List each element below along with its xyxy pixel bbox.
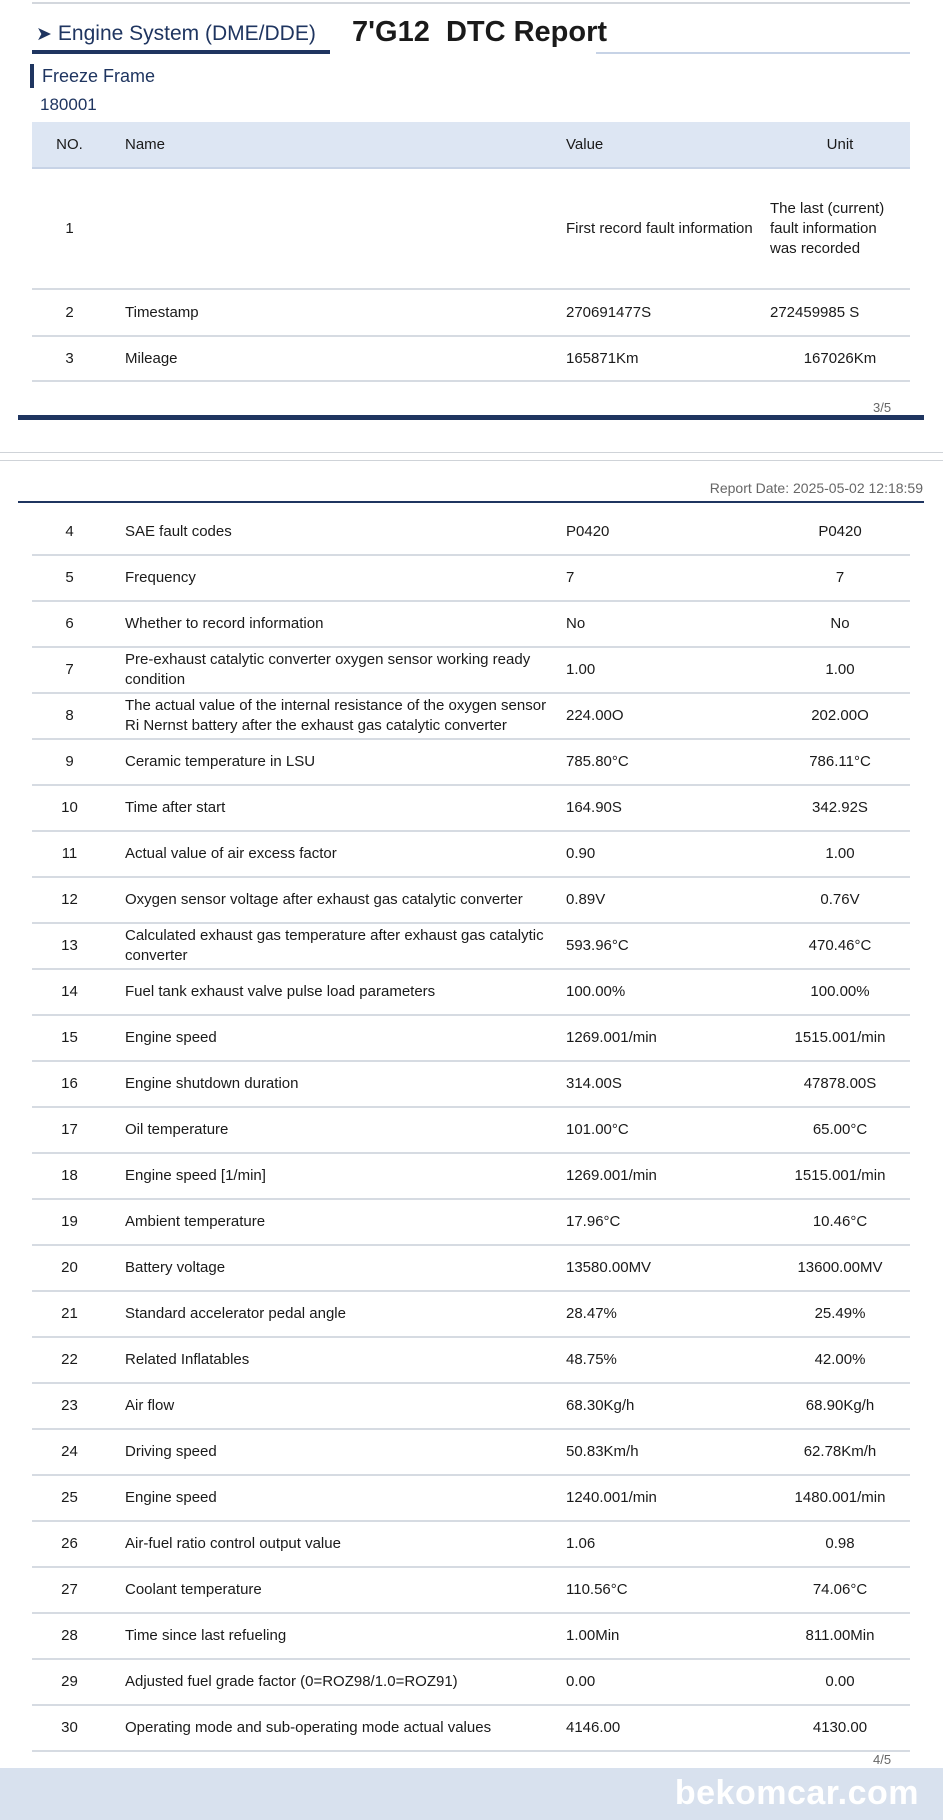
row-value: 1.00 [554, 647, 770, 693]
row-name: Battery voltage [107, 1245, 554, 1291]
page-bottom-bar [18, 415, 924, 420]
row-number: 13 [32, 923, 107, 969]
table-row [32, 509, 910, 555]
row-number: 25 [32, 1475, 107, 1521]
row-value: 101.00°C [554, 1107, 770, 1153]
row-value: 0.89V [554, 877, 770, 923]
page-number: 4/5 [873, 1752, 892, 1767]
row-number: 26 [32, 1521, 107, 1567]
row-name: Engine shutdown duration [107, 1061, 554, 1107]
row-unit: 1480.001/min [770, 1475, 910, 1521]
row-number: 12 [32, 877, 107, 923]
row-value: 50.83Km/h [554, 1429, 770, 1475]
row-unit: 62.78Km/h [770, 1429, 910, 1475]
table-row [32, 1705, 910, 1751]
row-name: Engine speed [107, 1475, 554, 1521]
section-tab [32, 14, 330, 54]
row-number: 1 [32, 168, 107, 289]
table-row [32, 785, 910, 831]
row-unit: 65.00°C [770, 1107, 910, 1153]
table-row [32, 739, 910, 785]
date-rule [18, 501, 924, 503]
freeze-frame-label: Freeze Frame [30, 64, 155, 88]
table-row [32, 1383, 910, 1429]
row-number: 28 [32, 1613, 107, 1659]
row-unit: 47878.00S [770, 1061, 910, 1107]
row-name: Engine speed [1/min] [107, 1153, 554, 1199]
row-number: 17 [32, 1107, 107, 1153]
row-value: 13580.00MV [554, 1245, 770, 1291]
table-row [32, 168, 910, 289]
row-number: 30 [32, 1705, 107, 1751]
row-unit: 7 [770, 555, 910, 601]
table-row [32, 1567, 910, 1613]
row-unit: 100.00% [770, 969, 910, 1015]
row-value: 100.00% [554, 969, 770, 1015]
row-value: 1240.001/min [554, 1475, 770, 1521]
table-row [32, 1337, 910, 1383]
row-name: Fuel tank exhaust valve pulse load parameters [107, 969, 554, 1015]
table-row [32, 1107, 910, 1153]
row-name: Operating mode and sub-operating mode actual values [107, 1705, 554, 1751]
table-row [32, 1291, 910, 1337]
row-unit: 1.00 [770, 831, 910, 877]
row-value: P0420 [554, 509, 770, 555]
row-name [107, 168, 554, 289]
row-number: 16 [32, 1061, 107, 1107]
row-name: Standard accelerator pedal angle [107, 1291, 554, 1337]
table-row [32, 336, 910, 381]
header-value: Value [554, 122, 770, 168]
row-unit: 811.00Min [770, 1613, 910, 1659]
row-value: 68.30Kg/h [554, 1383, 770, 1429]
row-number: 9 [32, 739, 107, 785]
row-number: 2 [32, 289, 107, 336]
row-value: 7 [554, 555, 770, 601]
row-unit: 202.00O [770, 693, 910, 739]
row-name: Calculated exhaust gas temperature after exhaust gas catalytic converter [107, 923, 554, 969]
row-number: 10 [32, 785, 107, 831]
row-name: Adjusted fuel grade factor (0=ROZ98/1.0=ROZ91) [107, 1659, 554, 1705]
row-number: 24 [32, 1429, 107, 1475]
row-name: Driving speed [107, 1429, 554, 1475]
row-name: Pre-exhaust catalytic converter oxygen sensor working ready condition [107, 647, 554, 693]
row-value: 17.96°C [554, 1199, 770, 1245]
row-unit: 0.98 [770, 1521, 910, 1567]
header-unit: Unit [770, 122, 910, 168]
row-name: Ceramic temperature in LSU [107, 739, 554, 785]
row-unit: The last (current) fault information was recorded [770, 168, 910, 289]
row-value: 0.00 [554, 1659, 770, 1705]
row-name: Frequency [107, 555, 554, 601]
table-row [32, 1199, 910, 1245]
row-number: 11 [32, 831, 107, 877]
title-underline [596, 52, 910, 54]
page-number: 3/5 [873, 400, 892, 415]
row-name: Oxygen sensor voltage after exhaust gas catalytic converter [107, 877, 554, 923]
header-no: NO. [32, 122, 107, 168]
row-name: Oil temperature [107, 1107, 554, 1153]
row-value: 314.00S [554, 1061, 770, 1107]
row-name: Actual value of air excess factor [107, 831, 554, 877]
row-value: 270691477S [554, 289, 770, 336]
table-row [32, 693, 910, 739]
row-number: 15 [32, 1015, 107, 1061]
report-title: 7'G12 DTC Report [352, 16, 608, 48]
arrow-right-icon: ➤ [36, 24, 52, 45]
freeze-frame-table [32, 122, 910, 382]
row-number: 21 [32, 1291, 107, 1337]
row-value: 224.00O [554, 693, 770, 739]
row-name: Whether to record information [107, 601, 554, 647]
row-value: 0.90 [554, 831, 770, 877]
table-row [32, 1659, 910, 1705]
row-name: Ambient temperature [107, 1199, 554, 1245]
row-name: Air flow [107, 1383, 554, 1429]
row-name: The actual value of the internal resistance of the oxygen sensor Ri Nernst battery after the exhaust gas catalytic converter [107, 693, 554, 739]
row-unit: No [770, 601, 910, 647]
row-name: Coolant temperature [107, 1567, 554, 1613]
table-row [32, 1429, 910, 1475]
section-title: Engine System (DME/DDE) [57, 22, 316, 45]
table-row [32, 555, 910, 601]
table-row [32, 601, 910, 647]
row-number: 23 [32, 1383, 107, 1429]
row-unit: 342.92S [770, 785, 910, 831]
row-value: 48.75% [554, 1337, 770, 1383]
row-name: Related Inflatables [107, 1337, 554, 1383]
row-value: 110.56°C [554, 1567, 770, 1613]
header-name: Name [107, 122, 554, 168]
row-number: 18 [32, 1153, 107, 1199]
table-row [32, 1015, 910, 1061]
page-separator [0, 452, 943, 453]
row-unit: P0420 [770, 509, 910, 555]
row-number: 3 [32, 336, 107, 381]
row-unit: 1.00 [770, 647, 910, 693]
row-name: SAE fault codes [107, 509, 554, 555]
table-row [32, 969, 910, 1015]
table-row [32, 1521, 910, 1567]
row-value: First record fault information [554, 168, 770, 289]
row-value: No [554, 601, 770, 647]
table-row [32, 1245, 910, 1291]
page-separator [0, 460, 943, 461]
table-row [32, 1153, 910, 1199]
row-number: 29 [32, 1659, 107, 1705]
row-name: Mileage [107, 336, 554, 381]
table-header-row [32, 122, 910, 168]
row-unit: 167026Km [770, 336, 910, 381]
row-value: 1.06 [554, 1521, 770, 1567]
row-unit: 1515.001/min [770, 1153, 910, 1199]
row-value: 165871Km [554, 336, 770, 381]
row-value: 164.90S [554, 785, 770, 831]
row-unit: 10.46°C [770, 1199, 910, 1245]
row-unit: 0.76V [770, 877, 910, 923]
table-row [32, 923, 910, 969]
row-number: 14 [32, 969, 107, 1015]
row-unit: 68.90Kg/h [770, 1383, 910, 1429]
row-unit: 786.11°C [770, 739, 910, 785]
report-date: Report Date: 2025-05-02 12:18:59 [709, 480, 923, 496]
row-value: 1.00Min [554, 1613, 770, 1659]
row-unit: 74.06°C [770, 1567, 910, 1613]
row-number: 5 [32, 555, 107, 601]
row-value: 28.47% [554, 1291, 770, 1337]
watermark: bekomcar.com [674, 1774, 919, 1812]
row-unit: 13600.00MV [770, 1245, 910, 1291]
table-row [32, 1613, 910, 1659]
row-number: 8 [32, 693, 107, 739]
table-row [32, 647, 910, 693]
row-name: Timestamp [107, 289, 554, 336]
row-name: Time since last refueling [107, 1613, 554, 1659]
row-value: 593.96°C [554, 923, 770, 969]
row-unit: 4130.00 [770, 1705, 910, 1751]
table-row [32, 1475, 910, 1521]
row-number: 19 [32, 1199, 107, 1245]
row-number: 7 [32, 647, 107, 693]
row-unit: 272459985 S [770, 289, 910, 336]
table-row [32, 289, 910, 336]
row-value: 785.80°C [554, 739, 770, 785]
row-unit: 0.00 [770, 1659, 910, 1705]
table-row [32, 877, 910, 923]
row-unit: 25.49% [770, 1291, 910, 1337]
freeze-frame-table-continued [32, 509, 910, 1752]
row-number: 6 [32, 601, 107, 647]
row-name: Air-fuel ratio control output value [107, 1521, 554, 1567]
row-number: 27 [32, 1567, 107, 1613]
row-number: 4 [32, 509, 107, 555]
freeze-frame-code: 180001 [40, 95, 97, 114]
row-unit: 42.00% [770, 1337, 910, 1383]
row-name: Time after start [107, 785, 554, 831]
page-top-rule [32, 2, 910, 4]
row-value: 4146.00 [554, 1705, 770, 1751]
row-name: Engine speed [107, 1015, 554, 1061]
row-unit: 470.46°C [770, 923, 910, 969]
row-value: 1269.001/min [554, 1015, 770, 1061]
table-row [32, 831, 910, 877]
row-value: 1269.001/min [554, 1153, 770, 1199]
row-number: 22 [32, 1337, 107, 1383]
row-number: 20 [32, 1245, 107, 1291]
row-unit: 1515.001/min [770, 1015, 910, 1061]
table-row [32, 1061, 910, 1107]
